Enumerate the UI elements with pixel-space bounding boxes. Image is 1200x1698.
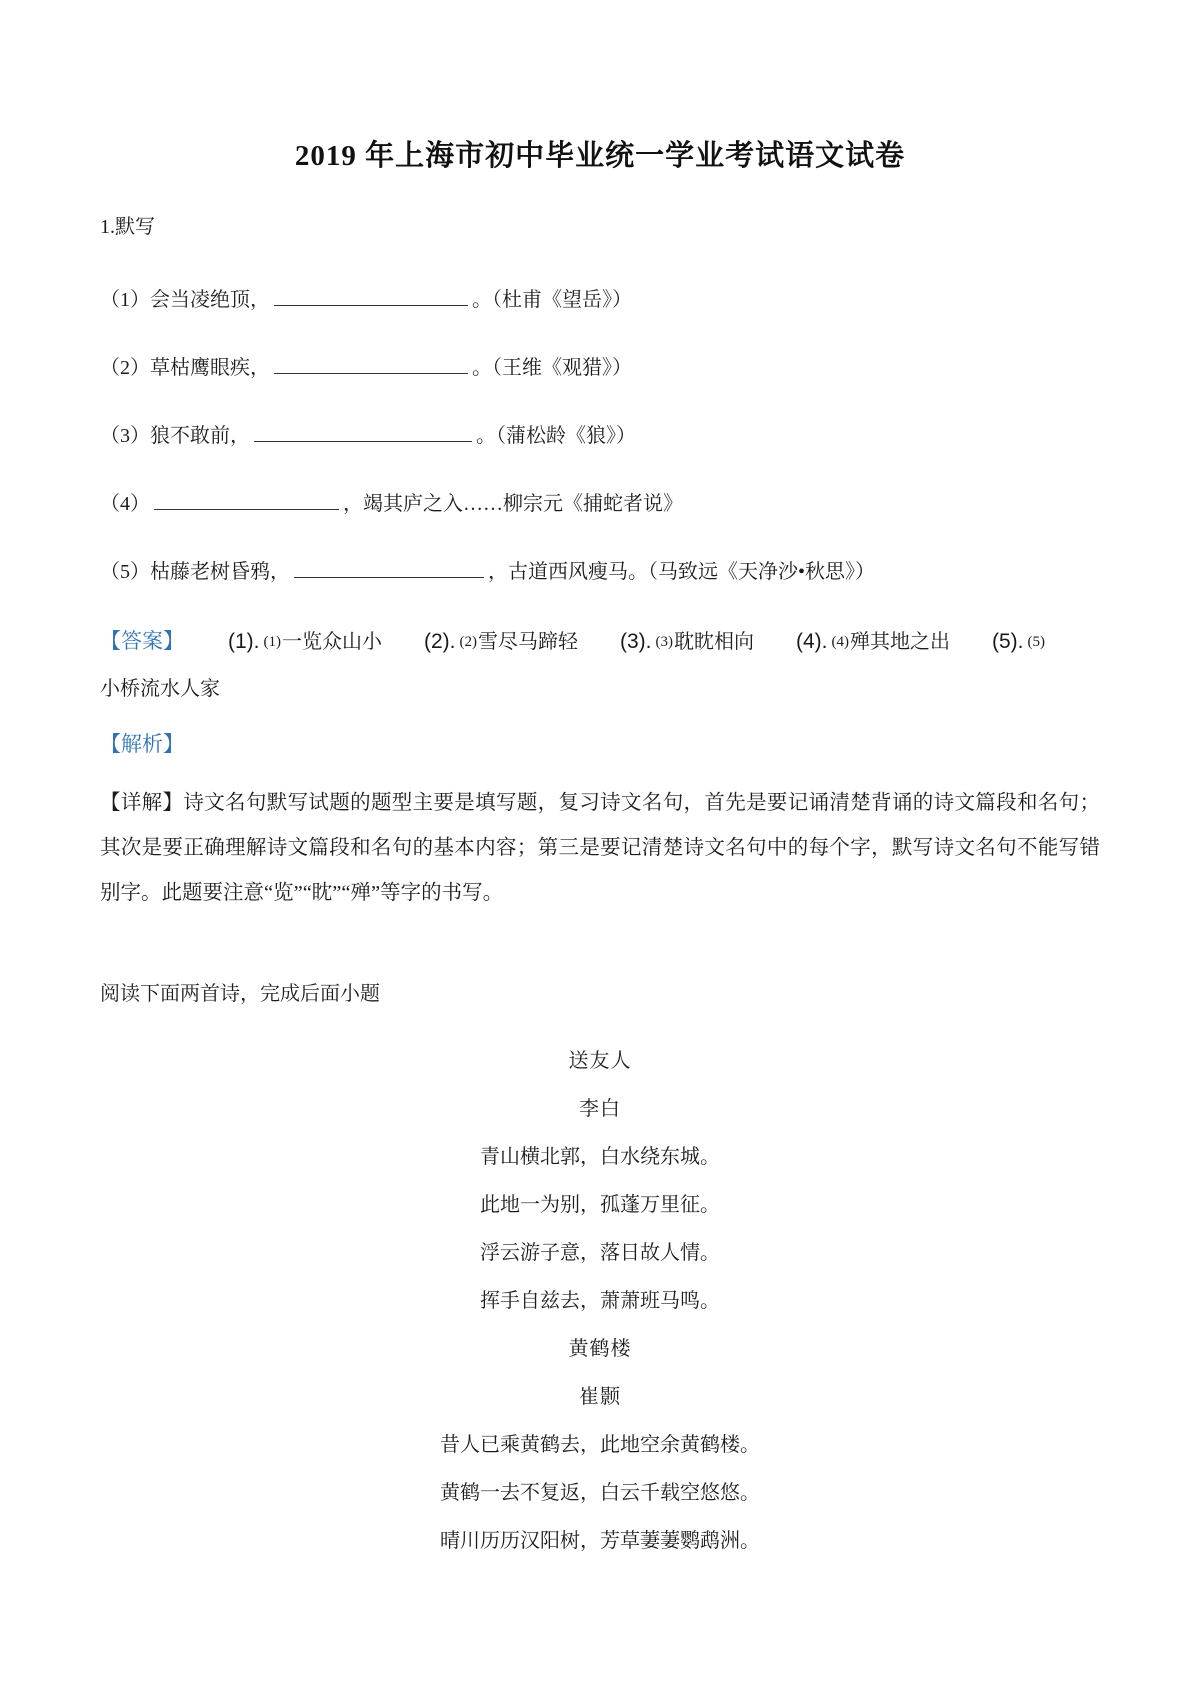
fill-blank: [254, 424, 472, 442]
answer-subnumber: (3): [655, 634, 673, 650]
answer-marker: (4).: [796, 630, 828, 653]
poem-line: 昔人已乘黄鹤去，此地空余黄鹤楼。: [440, 1434, 760, 1456]
answer-marker: (1).: [228, 630, 260, 653]
poem-title: 黄鹤楼: [568, 1338, 632, 1360]
answer-label: 【答案】: [100, 629, 184, 653]
dictation-item-2: [100, 354, 1100, 382]
poem-line: 黄鹤一去不复返，白云千载空悠悠。: [440, 1482, 760, 1504]
fill-blank: [274, 356, 468, 374]
poem-line: 晴川历历汉阳树，芳草萋萋鹦鹉洲。: [440, 1530, 760, 1552]
dictation-item-post: 。（杜甫《望岳》）: [472, 289, 632, 311]
dictation-item-1: [100, 286, 1100, 314]
fill-blank: [154, 492, 339, 510]
reading-intro: 阅读下面两首诗，完成后面小题: [100, 983, 380, 1005]
answer-continuation: 小桥流水人家: [100, 678, 220, 700]
detail-text: 诗文名句默写试题的题型主要是填写题，复习诗文名句，首先是要记诵清楚背诵的诗文篇段和名句；其次是要正确理解诗文篇段和名句的基本内容；第三是要记清楚诗文名句中的每个字，默写诗文名句不能写错别字。此题要注意“览”“眈”“殚”等字的书写。: [100, 792, 1101, 904]
dictation-item-pre: （2）草枯鹰眼疾，: [100, 357, 270, 379]
answer-text: 一览众山小: [282, 631, 382, 653]
detail-label: 【详解】: [100, 792, 184, 814]
poem-huanghelou: [100, 1336, 1100, 1554]
answer-subnumber: (4): [831, 634, 849, 650]
answer-subnumber: (5): [1027, 634, 1045, 650]
answer-item-1: [228, 631, 382, 653]
answer-marker: (3).: [620, 630, 652, 653]
poem-author: 崔颢: [579, 1386, 621, 1408]
analysis-label: 【解析】: [100, 732, 184, 756]
dictation-item-4: [100, 490, 1100, 518]
answer-text: 耽眈相向: [674, 631, 754, 653]
answer-text: 雪尽马蹄轻: [478, 631, 578, 653]
dictation-item-5: [100, 558, 1100, 586]
answer-item-5: [992, 631, 1046, 653]
poem-line: 浮云游子意，落日故人情。: [480, 1242, 720, 1264]
page-title: 2019 年上海市初中毕业统一学业考试语文试卷: [294, 140, 906, 172]
answer-marker: (2).: [424, 630, 456, 653]
answer-subnumber: (1): [263, 634, 281, 650]
dictation-item-pre: （5）枯藤老树昏鸦，: [100, 561, 290, 583]
answer-line: [100, 626, 1100, 657]
dictation-item-post: 。（王维《观猎》）: [472, 357, 632, 379]
poem-line: 挥手自兹去，萧萧班马鸣。: [480, 1290, 720, 1312]
poem-line: 此地一为别，孤蓬万里征。: [480, 1194, 720, 1216]
answer-subnumber: (2): [459, 634, 477, 650]
answer-item-4: [796, 631, 950, 653]
answer-marker: (5).: [992, 630, 1024, 653]
poem-song-youren: [100, 1048, 1100, 1314]
dictation-item-post: ，古道西风瘦马。（马致远《天净沙•秋思》）: [488, 561, 876, 583]
detail-paragraph: [100, 781, 1100, 916]
dictation-item-pre: （3）狼不敢前，: [100, 425, 250, 447]
answer-item-3: [620, 631, 754, 653]
poem-title: 送友人: [568, 1050, 632, 1072]
answer-text: 殚其地之出: [850, 631, 950, 653]
dictation-item-post: ，竭其庐之入……柳宗元《捕蛇者说》: [343, 493, 683, 515]
dictation-item-pre: （4）: [100, 493, 150, 515]
poem-author: 李白: [579, 1098, 621, 1120]
analysis-row: [100, 730, 1100, 761]
dictation-item-3: [100, 422, 1100, 450]
dictation-item-post: 。（蒲松龄《狼》）: [476, 425, 636, 447]
dictation-item-pre: （1）会当凌绝顶，: [100, 289, 270, 311]
poem-line: 青山横北郭，白水绕东城。: [480, 1146, 720, 1168]
dictation-heading: 1.默写: [100, 216, 155, 238]
fill-blank: [274, 288, 468, 306]
answer-item-2: [424, 631, 578, 653]
fill-blank: [294, 560, 484, 578]
